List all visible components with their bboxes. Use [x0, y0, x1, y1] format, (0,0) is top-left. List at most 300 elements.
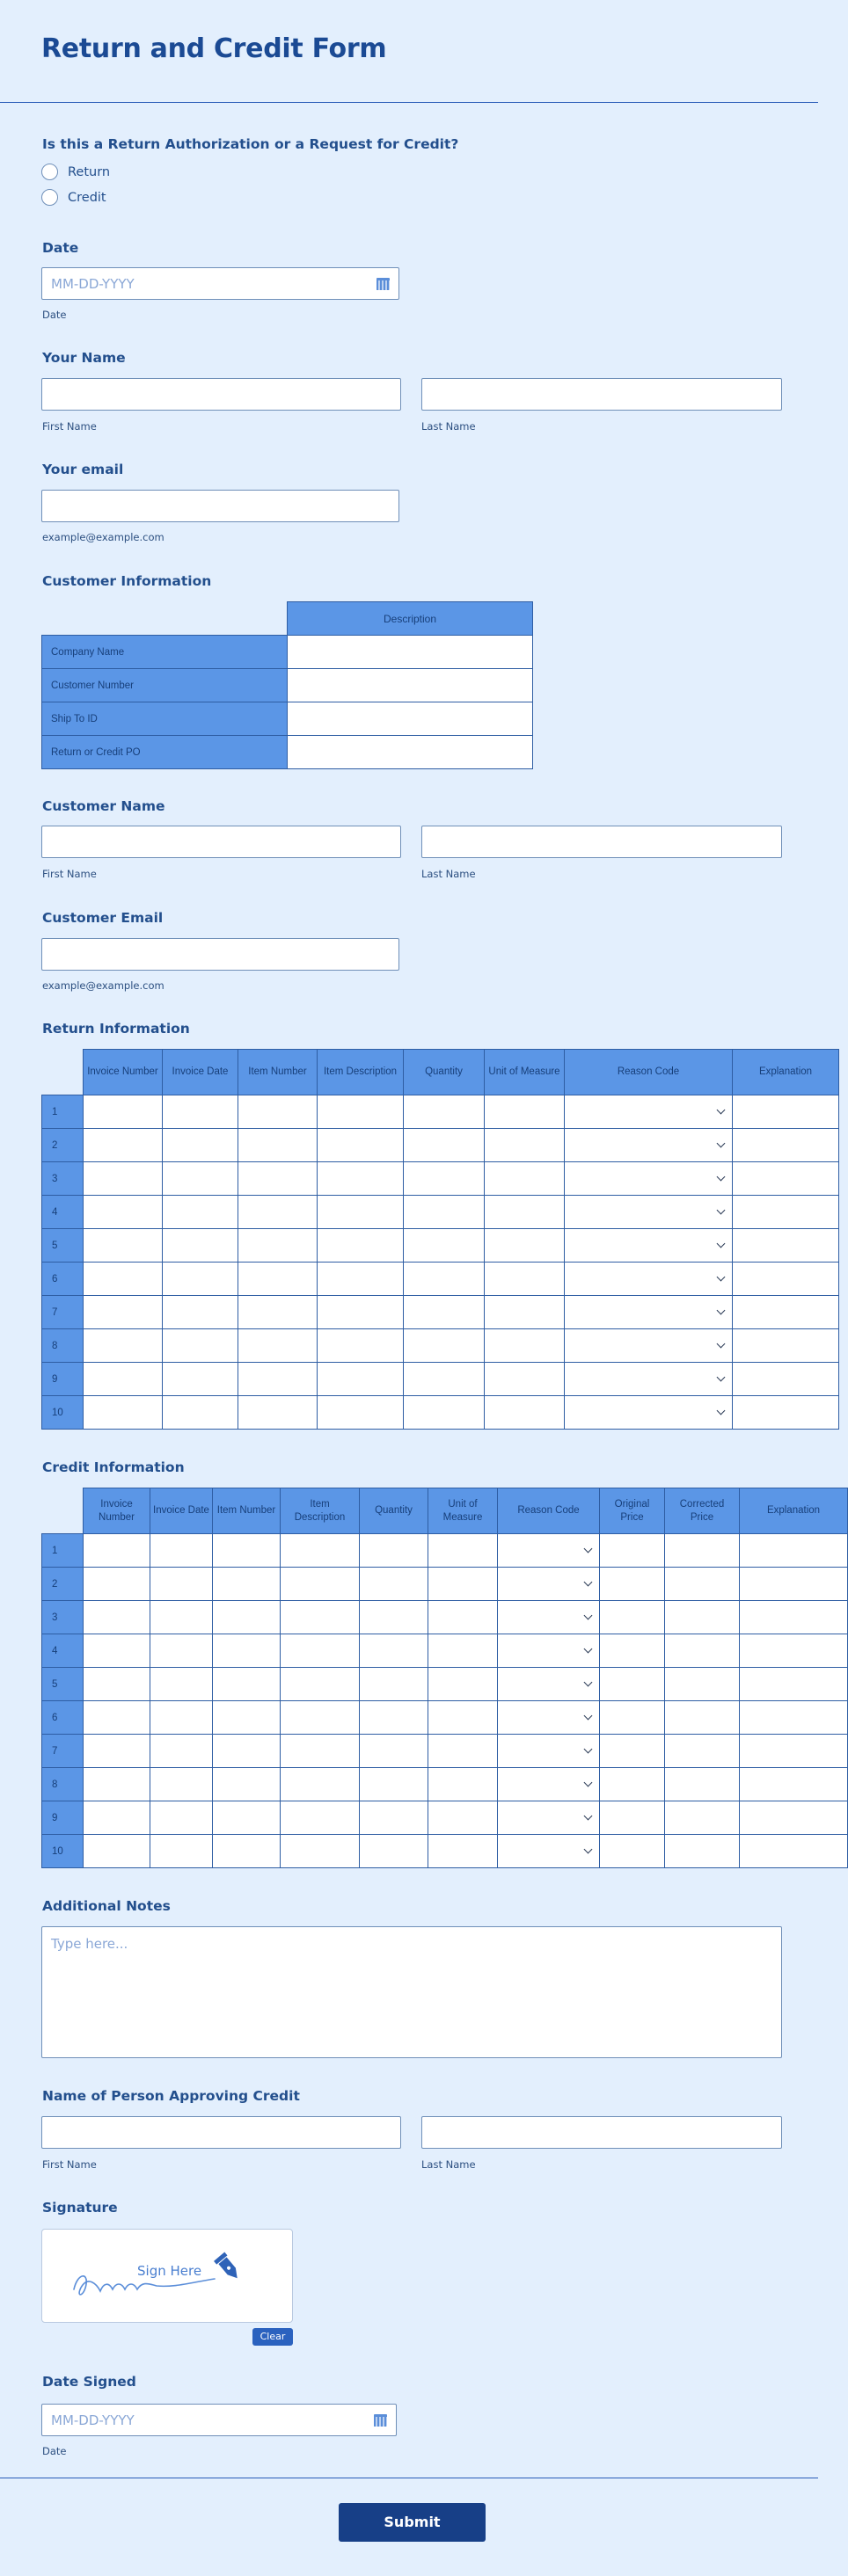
chevron-down-icon	[717, 1240, 726, 1248]
table-cell-input[interactable]	[281, 1634, 360, 1668]
customer-first-name-sublabel: First Name	[42, 868, 97, 880]
table-cell-input[interactable]	[163, 1162, 238, 1196]
signature-hint: Sign Here	[137, 2263, 202, 2279]
column-header: Reason Code	[498, 1488, 600, 1534]
table-cell-input[interactable]	[665, 1801, 740, 1835]
approver-label: Name of Person Approving Credit	[42, 2088, 300, 2104]
table-cell-input[interactable]	[665, 1568, 740, 1601]
column-header: Invoice Date	[150, 1488, 213, 1534]
table-cell-input[interactable]	[360, 1801, 428, 1835]
table-row	[42, 1568, 848, 1601]
table-row	[42, 1634, 848, 1668]
your-email-sublabel: example@example.com	[42, 531, 164, 543]
reason-code-select[interactable]	[498, 1701, 600, 1735]
table-cell-input[interactable]	[404, 1095, 485, 1129]
chevron-down-icon	[584, 1712, 593, 1721]
radio-return-label: Return	[68, 164, 111, 179]
date-input[interactable]	[41, 267, 399, 300]
reason-code-select[interactable]	[565, 1296, 733, 1329]
table-cell-input[interactable]	[740, 1568, 848, 1601]
your-email-label: Your email	[42, 462, 124, 477]
table-cell-input[interactable]	[84, 1162, 163, 1196]
customer-info-row-label: Ship To ID	[42, 702, 288, 736]
date-sublabel: Date	[42, 309, 67, 321]
customer-last-name-sublabel: Last Name	[421, 868, 476, 880]
table-cell-input[interactable]	[485, 1229, 565, 1263]
row-number: 10	[42, 1396, 84, 1430]
notes-textarea[interactable]	[41, 1926, 782, 2058]
table-cell-input[interactable]	[318, 1396, 404, 1430]
radio-circle-icon[interactable]	[41, 164, 58, 180]
customer-first-name-input[interactable]	[41, 826, 401, 858]
table-row	[42, 1701, 848, 1735]
reason-code-select[interactable]	[565, 1229, 733, 1263]
table-cell-input[interactable]	[84, 1296, 163, 1329]
table-cell-input[interactable]	[733, 1229, 839, 1263]
table-cell-input[interactable]	[163, 1095, 238, 1129]
table-cell-input[interactable]	[428, 1701, 498, 1735]
table-cell-input[interactable]	[733, 1095, 839, 1129]
table-cell-input[interactable]	[485, 1363, 565, 1396]
table-cell-input[interactable]	[360, 1835, 428, 1868]
table-cell-input[interactable]	[150, 1534, 213, 1568]
table-cell-input[interactable]	[600, 1735, 665, 1768]
table-cell-input[interactable]	[318, 1229, 404, 1263]
customer-info-cell[interactable]	[288, 702, 533, 736]
date-signed-label: Date Signed	[42, 2374, 136, 2390]
table-cell-input[interactable]	[485, 1396, 565, 1430]
table-cell-input[interactable]	[404, 1363, 485, 1396]
reason-code-select[interactable]	[565, 1396, 733, 1430]
table-cell-input[interactable]	[318, 1162, 404, 1196]
table-cell-input[interactable]	[600, 1601, 665, 1634]
table-cell-input[interactable]	[150, 1801, 213, 1835]
table-cell-input[interactable]	[84, 1229, 163, 1263]
reason-code-select[interactable]	[498, 1568, 600, 1601]
table-cell-input[interactable]	[84, 1768, 150, 1801]
customer-email-label: Customer Email	[42, 910, 164, 926]
table-cell-input[interactable]	[150, 1768, 213, 1801]
customer-info-label: Customer Information	[42, 573, 212, 589]
table-cell-input[interactable]	[150, 1701, 213, 1735]
table-cell-input[interactable]	[428, 1568, 498, 1601]
row-number: 8	[42, 1329, 84, 1363]
signature-clear-button[interactable]: Clear	[252, 2328, 293, 2346]
table-cell-input[interactable]	[318, 1363, 404, 1396]
table-cell-input[interactable]	[281, 1668, 360, 1701]
table-cell-input[interactable]	[404, 1129, 485, 1162]
table-cell-input[interactable]	[238, 1229, 318, 1263]
table-row	[42, 1229, 839, 1263]
column-header: Item Number	[213, 1488, 281, 1534]
table-cell-input[interactable]	[485, 1263, 565, 1296]
table-cell-input[interactable]	[485, 1162, 565, 1196]
table-cell-input[interactable]	[238, 1329, 318, 1363]
table-cell-input[interactable]	[163, 1229, 238, 1263]
table-row	[42, 1835, 848, 1868]
table-cell-input[interactable]	[213, 1801, 281, 1835]
table-cell-input[interactable]	[485, 1296, 565, 1329]
table-cell-input[interactable]	[740, 1534, 848, 1568]
table-cell-input[interactable]	[428, 1534, 498, 1568]
table-cell-input[interactable]	[404, 1329, 485, 1363]
row-number: 2	[42, 1129, 84, 1162]
reason-code-select[interactable]	[565, 1129, 733, 1162]
your-email-input[interactable]	[41, 490, 399, 522]
table-cell-input[interactable]	[213, 1835, 281, 1868]
signature-pad[interactable]	[41, 2229, 293, 2323]
table-cell-input[interactable]	[740, 1601, 848, 1634]
table-cell-input[interactable]	[665, 1668, 740, 1701]
table-cell-input[interactable]	[600, 1668, 665, 1701]
date-label: Date	[42, 240, 79, 256]
table-cell-input[interactable]	[665, 1701, 740, 1735]
table-row	[42, 1162, 839, 1196]
row-number: 4	[42, 1634, 84, 1668]
table-cell-input[interactable]	[238, 1296, 318, 1329]
table-cell-input[interactable]	[360, 1534, 428, 1568]
chevron-down-icon	[717, 1206, 726, 1215]
table-cell-input[interactable]	[600, 1768, 665, 1801]
table-cell-input[interactable]	[163, 1296, 238, 1329]
chevron-down-icon	[584, 1612, 593, 1620]
table-cell-input[interactable]	[733, 1296, 839, 1329]
column-header: Item Description	[318, 1050, 404, 1095]
reason-code-select[interactable]	[565, 1095, 733, 1129]
table-cell-input[interactable]	[213, 1634, 281, 1668]
table-cell-input[interactable]	[238, 1162, 318, 1196]
reason-code-select[interactable]	[498, 1735, 600, 1768]
table-row	[42, 1095, 839, 1129]
table-cell-input[interactable]	[163, 1196, 238, 1229]
table-cell-input[interactable]	[318, 1329, 404, 1363]
table-cell-input[interactable]	[485, 1196, 565, 1229]
table-cell-input[interactable]	[740, 1701, 848, 1735]
table-cell-input[interactable]	[404, 1162, 485, 1196]
row-number: 1	[42, 1534, 84, 1568]
table-cell-input[interactable]	[84, 1396, 163, 1430]
table-cell-input[interactable]	[600, 1801, 665, 1835]
table-cell-input[interactable]	[281, 1735, 360, 1768]
table-cell-input[interactable]	[281, 1568, 360, 1601]
table-cell-input[interactable]	[600, 1568, 665, 1601]
credit-info-scroll[interactable]	[41, 1488, 821, 1871]
table-corner	[42, 602, 288, 636]
column-header: Invoice Number	[84, 1050, 163, 1095]
your-name-label: Your Name	[42, 350, 126, 366]
row-number: 7	[42, 1735, 84, 1768]
table-cell-input[interactable]	[665, 1534, 740, 1568]
table-cell-input[interactable]	[238, 1363, 318, 1396]
table-cell-input[interactable]	[150, 1601, 213, 1634]
table-cell-input[interactable]	[318, 1196, 404, 1229]
table-cell-input[interactable]	[733, 1329, 839, 1363]
chevron-down-icon	[717, 1407, 726, 1415]
customer-email-input[interactable]	[41, 938, 399, 971]
table-cell-input[interactable]	[84, 1534, 150, 1568]
table-cell-input[interactable]	[84, 1568, 150, 1601]
table-cell-input[interactable]	[84, 1129, 163, 1162]
reason-code-select[interactable]	[565, 1263, 733, 1296]
table-cell-input[interactable]	[318, 1263, 404, 1296]
table-row	[42, 1668, 848, 1701]
table-cell-input[interactable]	[665, 1634, 740, 1668]
table-cell-input[interactable]	[360, 1634, 428, 1668]
table-cell-input[interactable]	[485, 1329, 565, 1363]
table-cell-input[interactable]	[600, 1534, 665, 1568]
table-cell-input[interactable]	[740, 1768, 848, 1801]
table-cell-input[interactable]	[318, 1095, 404, 1129]
table-cell-input[interactable]	[281, 1701, 360, 1735]
form-header	[0, 0, 818, 103]
customer-info-row-label: Customer Number	[42, 669, 288, 702]
table-cell-input[interactable]	[665, 1835, 740, 1868]
table-corner	[42, 1050, 84, 1095]
table-cell-input[interactable]	[428, 1768, 498, 1801]
row-number: 10	[42, 1835, 84, 1868]
table-row	[42, 1534, 848, 1568]
table-cell-input[interactable]	[404, 1396, 485, 1430]
reason-code-select[interactable]	[565, 1329, 733, 1363]
column-header: Item Description	[281, 1488, 360, 1534]
table-cell-input[interactable]	[281, 1835, 360, 1868]
column-header: Corrected Price	[665, 1488, 740, 1534]
reason-code-select[interactable]	[565, 1363, 733, 1396]
table-cell-input[interactable]	[163, 1363, 238, 1396]
table-cell-input[interactable]	[428, 1835, 498, 1868]
reason-code-select[interactable]	[498, 1668, 600, 1701]
customer-last-name-input[interactable]	[421, 826, 782, 858]
chevron-down-icon	[584, 1845, 593, 1854]
chevron-down-icon	[717, 1306, 726, 1315]
table-cell-input[interactable]	[360, 1768, 428, 1801]
table-cell-input[interactable]	[318, 1129, 404, 1162]
date-signed-input[interactable]	[41, 2404, 397, 2436]
table-row	[42, 1396, 839, 1430]
reason-code-select[interactable]	[565, 1196, 733, 1229]
table-cell-input[interactable]	[428, 1735, 498, 1768]
table-cell-input[interactable]	[360, 1701, 428, 1735]
table-cell-input[interactable]	[665, 1601, 740, 1634]
table-cell-input[interactable]	[213, 1668, 281, 1701]
table-cell-input[interactable]	[163, 1129, 238, 1162]
chevron-down-icon	[584, 1578, 593, 1587]
table-cell-input[interactable]	[238, 1129, 318, 1162]
form-title: Return and Credit Form	[41, 33, 387, 64]
table-cell-input[interactable]	[213, 1568, 281, 1601]
table-cell-input[interactable]	[213, 1601, 281, 1634]
table-cell-input[interactable]	[428, 1601, 498, 1634]
table-cell-input[interactable]	[318, 1296, 404, 1329]
column-header: Explanation	[740, 1488, 848, 1534]
table-cell-input[interactable]	[84, 1835, 150, 1868]
table-cell-input[interactable]	[740, 1634, 848, 1668]
table-cell-input[interactable]	[150, 1568, 213, 1601]
radio-circle-icon[interactable]	[41, 189, 58, 206]
chevron-down-icon	[717, 1373, 726, 1382]
reason-code-select[interactable]	[498, 1601, 600, 1634]
table-cell-input[interactable]	[360, 1735, 428, 1768]
table-cell-input[interactable]	[281, 1601, 360, 1634]
table-cell-input[interactable]	[84, 1263, 163, 1296]
chevron-down-icon	[584, 1779, 593, 1787]
table-cell-input[interactable]	[84, 1668, 150, 1701]
reason-code-select[interactable]	[498, 1768, 600, 1801]
table-cell-input[interactable]	[404, 1196, 485, 1229]
credit-info-table	[41, 1488, 848, 1868]
your-last-name-input[interactable]	[421, 378, 782, 411]
reason-code-select[interactable]	[498, 1634, 600, 1668]
table-cell-input[interactable]	[360, 1568, 428, 1601]
table-cell-input[interactable]	[84, 1735, 150, 1768]
signature-label: Signature	[42, 2200, 118, 2216]
table-cell-input[interactable]	[84, 1634, 150, 1668]
table-cell-input[interactable]	[665, 1735, 740, 1768]
reason-code-select[interactable]	[498, 1801, 600, 1835]
customer-email-sublabel: example@example.com	[42, 979, 164, 992]
request-type-label: Is this a Return Authorization or a Request for Credit?	[42, 136, 459, 152]
table-cell-input[interactable]	[485, 1095, 565, 1129]
table-row	[42, 1196, 839, 1229]
column-header: Invoice Number	[84, 1488, 150, 1534]
table-cell-input[interactable]	[600, 1835, 665, 1868]
table-cell-input[interactable]	[150, 1735, 213, 1768]
your-last-name-sublabel: Last Name	[421, 420, 476, 433]
table-cell-input[interactable]	[238, 1196, 318, 1229]
chevron-down-icon	[584, 1545, 593, 1554]
column-header: Quantity	[360, 1488, 428, 1534]
row-number: 7	[42, 1296, 84, 1329]
customer-info-cell[interactable]	[288, 736, 533, 769]
calendar-icon[interactable]	[374, 2414, 387, 2427]
table-cell-input[interactable]	[404, 1263, 485, 1296]
table-cell-input[interactable]	[428, 1668, 498, 1701]
your-first-name-input[interactable]	[41, 378, 401, 411]
table-cell-input[interactable]	[404, 1229, 485, 1263]
chevron-down-icon	[717, 1173, 726, 1182]
your-first-name-sublabel: First Name	[42, 420, 97, 433]
table-cell-input[interactable]	[238, 1396, 318, 1430]
table-cell-input[interactable]	[665, 1768, 740, 1801]
table-cell-input[interactable]	[733, 1263, 839, 1296]
notes-placeholder: Type here...	[51, 1936, 128, 1952]
row-number: 5	[42, 1668, 84, 1701]
row-number: 4	[42, 1196, 84, 1229]
table-row	[42, 1329, 839, 1363]
table-cell-input[interactable]	[281, 1801, 360, 1835]
customer-info-cell[interactable]	[288, 669, 533, 702]
credit-info-label: Credit Information	[42, 1459, 185, 1475]
table-cell-input[interactable]	[600, 1634, 665, 1668]
approver-first-name-input[interactable]	[41, 2116, 401, 2149]
table-cell-input[interactable]	[163, 1263, 238, 1296]
table-cell-input[interactable]	[238, 1095, 318, 1129]
table-cell-input[interactable]	[281, 1768, 360, 1801]
table-cell-input[interactable]	[740, 1668, 848, 1701]
date-signed-placeholder: MM-DD-YYYY	[51, 2412, 135, 2428]
table-cell-input[interactable]	[84, 1801, 150, 1835]
table-cell-input[interactable]	[740, 1835, 848, 1868]
radio-credit[interactable]	[41, 189, 106, 206]
table-row	[42, 1296, 839, 1329]
table-cell-input[interactable]	[360, 1668, 428, 1701]
table-cell-input[interactable]	[163, 1396, 238, 1430]
return-info-scroll[interactable]	[41, 1049, 813, 1432]
table-cell-input[interactable]	[404, 1296, 485, 1329]
column-header: Invoice Date	[163, 1050, 238, 1095]
approver-last-name-sublabel: Last Name	[421, 2158, 476, 2171]
chevron-down-icon	[584, 1678, 593, 1687]
table-cell-input[interactable]	[360, 1601, 428, 1634]
table-cell-input[interactable]	[740, 1735, 848, 1768]
table-row	[42, 1735, 848, 1768]
table-cell-input[interactable]	[733, 1129, 839, 1162]
table-cell-input[interactable]	[428, 1801, 498, 1835]
table-cell-input[interactable]	[150, 1668, 213, 1701]
column-header: Unit of Measure	[428, 1488, 498, 1534]
chevron-down-icon	[717, 1340, 726, 1349]
approver-last-name-input[interactable]	[421, 2116, 782, 2149]
reason-code-select[interactable]	[498, 1534, 600, 1568]
table-cell-input[interactable]	[740, 1801, 848, 1835]
table-cell-input[interactable]	[213, 1768, 281, 1801]
table-row	[42, 1801, 848, 1835]
reason-code-select[interactable]	[498, 1835, 600, 1868]
table-cell-input[interactable]	[485, 1129, 565, 1162]
customer-info-column-header: Description	[288, 602, 533, 636]
row-number: 8	[42, 1768, 84, 1801]
table-cell-input[interactable]	[213, 1534, 281, 1568]
table-cell-input[interactable]	[84, 1363, 163, 1396]
table-cell-input[interactable]	[733, 1363, 839, 1396]
chevron-down-icon	[584, 1812, 593, 1821]
table-cell-input[interactable]	[150, 1634, 213, 1668]
row-number: 9	[42, 1363, 84, 1396]
radio-credit-label: Credit	[68, 190, 106, 205]
return-info-label: Return Information	[42, 1021, 190, 1037]
table-cell-input[interactable]	[600, 1701, 665, 1735]
column-header: Quantity	[404, 1050, 485, 1095]
table-cell-input[interactable]	[281, 1534, 360, 1568]
table-cell-input[interactable]	[428, 1634, 498, 1668]
reason-code-select[interactable]	[565, 1162, 733, 1196]
table-cell-input[interactable]	[84, 1196, 163, 1229]
table-cell-input[interactable]	[84, 1701, 150, 1735]
table-cell-input[interactable]	[84, 1601, 150, 1634]
table-cell-input[interactable]	[84, 1095, 163, 1129]
table-row	[42, 1363, 839, 1396]
submit-button[interactable]: Submit	[339, 2503, 486, 2542]
table-cell-input[interactable]	[238, 1263, 318, 1296]
table-cell-input[interactable]	[733, 1162, 839, 1196]
row-number: 6	[42, 1263, 84, 1296]
table-cell-input[interactable]	[733, 1196, 839, 1229]
table-cell-input[interactable]	[150, 1835, 213, 1868]
table-cell-input[interactable]	[213, 1701, 281, 1735]
customer-name-label: Customer Name	[42, 798, 165, 814]
radio-return[interactable]	[41, 164, 110, 180]
table-cell-input[interactable]	[733, 1396, 839, 1430]
column-header: Item Number	[238, 1050, 318, 1095]
table-cell-input[interactable]	[84, 1329, 163, 1363]
notes-label: Additional Notes	[42, 1898, 171, 1914]
table-row	[42, 1768, 848, 1801]
calendar-icon[interactable]	[376, 278, 390, 290]
customer-info-cell[interactable]	[288, 636, 533, 669]
row-number: 2	[42, 1568, 84, 1601]
table-cell-input[interactable]	[163, 1329, 238, 1363]
table-cell-input[interactable]	[213, 1735, 281, 1768]
